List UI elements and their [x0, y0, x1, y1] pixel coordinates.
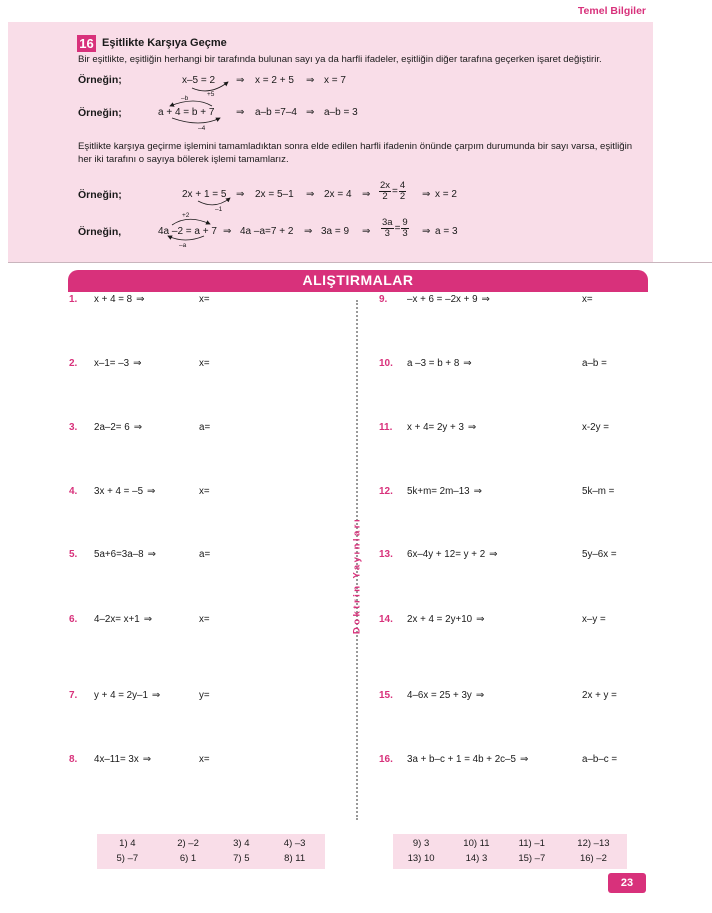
fraction: $\frac{3a}{3}$ [382, 217, 393, 239]
arrow: ⇒ [306, 75, 315, 86]
intro-text: Bir eşitlikte, eşitliğin herhangi bir tarafında bulunan sayı ya da harfli ifadeler, eşitliğin diğer tarafına geçerken işaret değiştirir. [78, 54, 602, 65]
section-header: Temel Bilgiler [577, 5, 646, 17]
arrow: ⇒ [133, 358, 142, 369]
page-number: 23 [608, 873, 646, 893]
example4-result: a = 3 [435, 226, 458, 237]
example1-step2: x = 2 + 5 [255, 75, 294, 86]
exercise-number: 5. [69, 549, 78, 560]
exercise-number: 1. [69, 294, 78, 305]
answer: 6) 1 [179, 853, 197, 864]
exercise-question: 5y–6x = [582, 549, 617, 560]
arrow: ⇒ [481, 294, 490, 305]
exercise-number: 12. [379, 486, 393, 497]
arrow: ⇒ [223, 226, 232, 237]
topic-title: Eşitlikte Karşıya Geçme [102, 37, 227, 49]
example2-note-bottom: –4 [198, 125, 206, 132]
exercise-equation: 3x + 4 = –5 ⇒ [94, 486, 156, 497]
exercise-equation: 3a + b–c + 1 = 4b + 2c–5 ⇒ [407, 754, 529, 765]
answer: 12) –13 [577, 838, 610, 849]
example4-fraction-eq: $\frac{3a}{3}$ = $\frac{9}{3}$ [382, 217, 408, 239]
topic-number-badge: 16 [77, 35, 96, 52]
answer: 7) 5 [233, 853, 250, 864]
exercise-number: 7. [69, 690, 78, 701]
example2-step1: a + 4 = b + 7 [158, 107, 215, 118]
arrow: ⇒ [489, 549, 498, 560]
arrow: ⇒ [463, 358, 472, 369]
example-label: Örneğin; [78, 107, 122, 119]
exercise-number: 3. [69, 422, 78, 433]
exercise-number: 4. [69, 486, 78, 497]
answer: 3) 4 [233, 838, 250, 849]
example4-note-top: +2 [182, 212, 190, 219]
arrow: ⇒ [136, 294, 145, 305]
answer: 4) –3 [283, 838, 306, 849]
answer-key-right [393, 834, 627, 869]
exercise-question: x-2y = [582, 422, 609, 433]
answer: 15) –7 [518, 853, 546, 864]
arrow: ⇒ [236, 107, 245, 118]
exercise-question: a–b = [582, 358, 607, 369]
example1-note: +5 [207, 91, 215, 98]
arrow: ⇒ [143, 614, 152, 625]
arrow: ⇒ [304, 226, 313, 237]
exercise-number: 16. [379, 754, 393, 765]
publisher-side-label: Doktrin Yayınları [351, 516, 363, 635]
example3-fraction-eq: $\frac{2x}{2}$ = $\frac{4}{2}$ [380, 180, 406, 202]
example2-step2: a–b =7–4 [255, 107, 297, 118]
exercise-equation: x–1= –3 ⇒ [94, 358, 142, 369]
exercise-question: x= [199, 754, 210, 765]
exercise-equation: a –3 = b + 8 ⇒ [407, 358, 472, 369]
arrow: ⇒ [362, 226, 371, 237]
exercise-question: a–b–c = [582, 754, 618, 765]
arrow: ⇒ [422, 226, 431, 237]
exercise-equation: 5a+6=3a–8 ⇒ [94, 549, 156, 560]
answer: 9) 3 [412, 838, 430, 849]
fraction: $\frac{9}{3}$ [402, 217, 408, 239]
arrow: ⇒ [236, 75, 245, 86]
exercise-equation: 2x + 4 = 2y+10 ⇒ [407, 614, 485, 625]
answer: 2) –2 [177, 838, 199, 849]
arrow: ⇒ [476, 614, 485, 625]
example-label: Örneğin; [78, 189, 122, 201]
exercise-equation: 2a–2= 6 ⇒ [94, 422, 142, 433]
exercise-number: 2. [69, 358, 78, 369]
exercise-number: 15. [379, 690, 393, 701]
exercise-equation: x + 4= 2y + 3 ⇒ [407, 422, 477, 433]
arrow: ⇒ [473, 486, 482, 497]
example4-step2: 4a –a=7 + 2 [240, 226, 294, 237]
example-label: Örneğin, [78, 226, 122, 238]
exercise-equation: x + 4 = 8 ⇒ [94, 294, 145, 305]
exercise-number: 8. [69, 754, 78, 765]
answer-key-left [97, 834, 325, 869]
exercise-question: 5k–m = [582, 486, 615, 497]
answer: 8) 11 [284, 853, 306, 864]
exercise-equation: 4x–11= 3x ⇒ [94, 754, 151, 765]
exercise-question: x= [199, 294, 210, 305]
example4-note-bottom: –a [179, 242, 187, 249]
exercise-number: 6. [69, 614, 78, 625]
answer: 16) –2 [579, 853, 607, 864]
example2-step3: a–b = 3 [324, 107, 358, 118]
exercise-question: x= [199, 614, 210, 625]
answer: 14) 3 [465, 853, 488, 864]
exercise-question: x= [199, 358, 210, 369]
exercise-equation: 4–2x= x+1 ⇒ [94, 614, 152, 625]
exercise-equation: 5k+m= 2m–13 ⇒ [407, 486, 482, 497]
arrow: ⇒ [306, 189, 315, 200]
exercise-question: x= [199, 486, 210, 497]
example4-step1: 4a –2 = a + 7 [158, 226, 217, 237]
exercise-question: 2x + y = [582, 690, 617, 701]
example3-result: x = 2 [435, 189, 457, 200]
arrow: ⇒ [306, 107, 315, 118]
exercises-banner [68, 270, 648, 291]
exercise-number: 9. [379, 294, 388, 305]
answer: 5) –7 [116, 853, 139, 864]
answer: 13) 10 [407, 853, 435, 864]
example1-step1: x–5 = 2 [182, 75, 216, 86]
exercise-number: 10. [379, 358, 393, 369]
divider-line [8, 262, 712, 263]
fraction: $\frac{2x}{2}$ [380, 180, 391, 202]
answer: 1) 4 [119, 838, 136, 849]
example3-step3: 2x = 4 [324, 189, 352, 200]
exercise-number: 11. [379, 422, 393, 433]
arrow: ⇒ [142, 754, 151, 765]
exercise-number: 13. [379, 549, 393, 560]
arrow: ⇒ [362, 189, 371, 200]
arrow: ⇒ [422, 189, 431, 200]
arrow: ⇒ [147, 486, 156, 497]
arrow: ⇒ [147, 549, 156, 560]
fraction: $\frac{4}{2}$ [399, 180, 406, 202]
arrow: ⇒ [236, 189, 245, 200]
exercise-question: a= [199, 549, 211, 560]
exercise-question: y= [199, 690, 210, 701]
example-label: Örneğin; [78, 74, 122, 86]
banner-underline [68, 291, 648, 292]
arrow: ⇒ [151, 690, 161, 701]
exercises-title: ALIŞTIRMALAR [302, 272, 414, 288]
arrow: ⇒ [467, 422, 477, 433]
exercise-question: x= [582, 294, 593, 305]
exercise-equation: –x + 6 = –2x + 9 ⇒ [407, 294, 490, 305]
exercise-number: 14. [379, 614, 393, 625]
answer: 11) –1 [518, 838, 545, 849]
exercise-equation: 6x–4y + 12= y + 2 ⇒ [407, 549, 498, 560]
exercise-question: x–y = [582, 614, 606, 625]
arrow: ⇒ [133, 422, 142, 433]
exercise-equation: 4–6x = 25 + 3y ⇒ [407, 690, 485, 701]
second-paragraph: Eşitlikte karşıya geçirme işlemini tamamladıktan sonra elde edilen harfli ifadenin önünde çarpım durumunda bir sayı varsa, eşitliğin her iki tarafını o sayıya bölerek işlemi tamamlarız. [78, 141, 633, 165]
example3-step2: 2x = 5–1 [255, 189, 294, 200]
example3-note: –1 [215, 206, 223, 213]
arrow: ⇒ [475, 690, 485, 701]
exercise-question: a= [199, 422, 211, 433]
example2-note-top: –b [181, 95, 189, 102]
example4-step3: 3a = 9 [321, 226, 350, 237]
arrow: ⇒ [519, 754, 529, 765]
exercise-equation: y + 4 = 2y–1 ⇒ [94, 690, 161, 701]
answer: 10) 11 [463, 838, 490, 849]
example3-step1: 2x + 1 = 5 [182, 189, 227, 200]
example1-step3: x = 7 [324, 75, 346, 86]
